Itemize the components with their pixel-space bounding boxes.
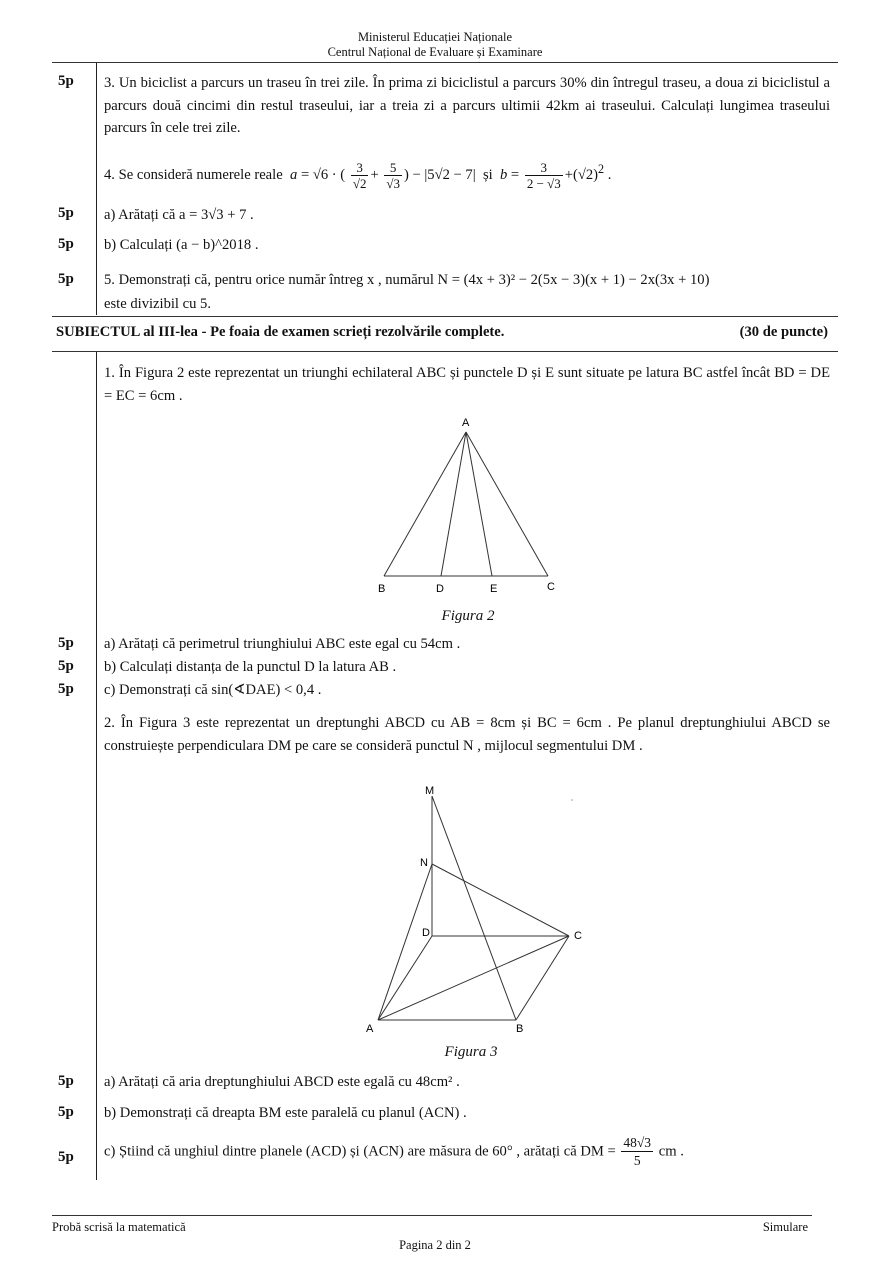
problem-III-1b: b) Calculați distanța de la punctul D la latura AB . — [104, 659, 397, 675]
footer-right: Simulare — [762, 1220, 808, 1234]
problem-4-lead: 4. Se consideră numerele reale — [104, 166, 283, 183]
problem-III-2-text: 2. În Figura 3 este reprezentat un dreptunghi ABCD cu AB = 8cm și BC = 6cm . Pe planul dreptunghiului ABCD se construiește perpendiculara DM pe care se consideră punctul N , mijlocul segmentului DM . — [104, 715, 830, 754]
problem-4b: b) Calculați (a − b)^2018 . — [104, 237, 259, 253]
segment-MB — [432, 796, 516, 1020]
fraction-dm-value — [621, 1134, 653, 1169]
problem-4a: a) Arătați că a = 3√3 + 7 . — [104, 207, 254, 223]
problem-III-1c: c) Demonstrați că sin(∢DAE) < 0,4 . — [104, 682, 322, 698]
problem-4-a-expr: a = √6 · ( $\frac{3}{√2}$ + $\frac{5}{√3}$ ) − |5√2 − 7| — [290, 160, 480, 192]
footer-left: Probă scrisă la matematică — [52, 1220, 186, 1234]
label-C: C — [547, 581, 555, 593]
problem-4-b-expr: b = $\frac{3}{2 - √3}$ $+(√2)^2$ . — [499, 160, 612, 192]
problem-III-2b: b) Demonstrați că dreapta BM este paralelă cu planul (ACN) . — [104, 1105, 467, 1121]
label-D: D — [436, 583, 444, 595]
segment-BC — [516, 936, 569, 1020]
points-III-1b: 5p — [58, 658, 74, 674]
points-p4b: 5p — [58, 236, 74, 252]
problem-III-2c-text: c) Știind că unghiul dintre planele (ACD) și (ACN) are măsura de 60° , arătați că DM = — [104, 1143, 616, 1160]
section-divider-top — [52, 316, 838, 317]
problem-4-and: și — [482, 166, 493, 183]
label-B: B — [378, 583, 386, 595]
section-3-points: (30 de puncte) — [739, 324, 828, 340]
problem-III-1-text: 1. În Figura 2 este reprezentat un triunghi echilateral ABC și punctele D și E sunt situate pe latura BC astfel încât BD = DE = EC = 6cm . — [104, 365, 830, 404]
figure-2-caption: Figura 2 — [441, 608, 495, 624]
label-E: E — [490, 583, 498, 595]
points-p5: 5p — [58, 271, 74, 287]
figure-3 — [356, 778, 596, 1040]
label-C: C — [574, 930, 582, 942]
problem-3-text: 3. Un biciclist a parcurs un traseu în trei zile. În prima zi biciclistul a parcurs 30% din întregul traseu, a doua zi biciclistul a parcurs două cincimi din restul traseului, iar a treia zi a parcurs ultimii 42km ai traseului. Calculați lungimea traseului parcurs în cele trei zile. — [104, 75, 830, 136]
fraction-denominator: 5 — [633, 1153, 641, 1168]
label-N: N — [420, 857, 428, 869]
column-divider-bottom — [96, 352, 97, 1180]
fraction-3-over-2-minus-sqrt3: $\frac{3}{2 - √3}$ — [526, 160, 561, 192]
problem-5-line2: este divizibil cu 5. — [104, 296, 211, 312]
segment-AC — [378, 936, 569, 1020]
points-III-1a: 5p — [58, 635, 74, 651]
points-p4a: 5p — [58, 205, 74, 221]
footer-page: Pagina 2 din 2 — [399, 1238, 471, 1252]
segment-AE — [466, 432, 492, 576]
label-B: B — [516, 1023, 524, 1035]
label-M: M — [425, 785, 435, 797]
points-III-1c: 5p — [58, 681, 74, 697]
section-3-title: SUBIECTUL al III-lea - Pe foaia de examen scrieți rezolvările complete. — [56, 324, 505, 340]
points-p3: 5p — [58, 73, 74, 89]
fraction-numerator: 48√3 — [623, 1135, 652, 1150]
section-divider-bottom — [52, 351, 838, 352]
figure-2 — [370, 412, 570, 602]
problem-4-intro — [104, 158, 830, 191]
stray-dot — [571, 799, 573, 801]
footer-divider — [52, 1215, 812, 1216]
points-III-2c: 5p — [58, 1149, 74, 1165]
points-III-2a: 5p — [58, 1073, 74, 1089]
points-III-2b: 5p — [58, 1104, 74, 1120]
column-divider-top — [96, 63, 97, 315]
segment-AC — [466, 432, 548, 576]
problem-III-1a: a) Arătați că perimetrul triunghiului ABC este egal cu 54cm . — [104, 636, 461, 652]
segment-AN — [378, 864, 432, 1020]
header-line-1: Ministerul Educației Naționale — [357, 30, 513, 44]
figure-3-caption: Figura 3 — [444, 1044, 498, 1060]
header-line-2: Centrul Național de Evaluare și Examinare — [327, 45, 543, 59]
problem-III-2c — [104, 1134, 830, 1169]
segment-NC — [432, 864, 569, 936]
fraction-5-over-sqrt3: $\frac{5}{√3}$ — [386, 160, 400, 192]
problem-5-line1: 5. Demonstrați că, pentru orice număr întreg x , numărul N = (4x + 3)² − 2(5x − 3)(x + 1) − 2x(3x + 10) — [104, 272, 710, 288]
problem-III-2a: a) Arătați că aria dreptunghiului ABCD este egală cu 48cm² . — [104, 1074, 460, 1090]
label-A: A — [366, 1023, 374, 1035]
label-D: D — [422, 927, 430, 939]
problem-III-2c-unit: cm . — [658, 1143, 684, 1160]
segment-AD — [378, 936, 432, 1020]
fraction-3-over-sqrt2: $\frac{3}{√2}$ — [352, 160, 367, 192]
header-divider — [52, 62, 838, 63]
label-A: A — [462, 417, 470, 429]
